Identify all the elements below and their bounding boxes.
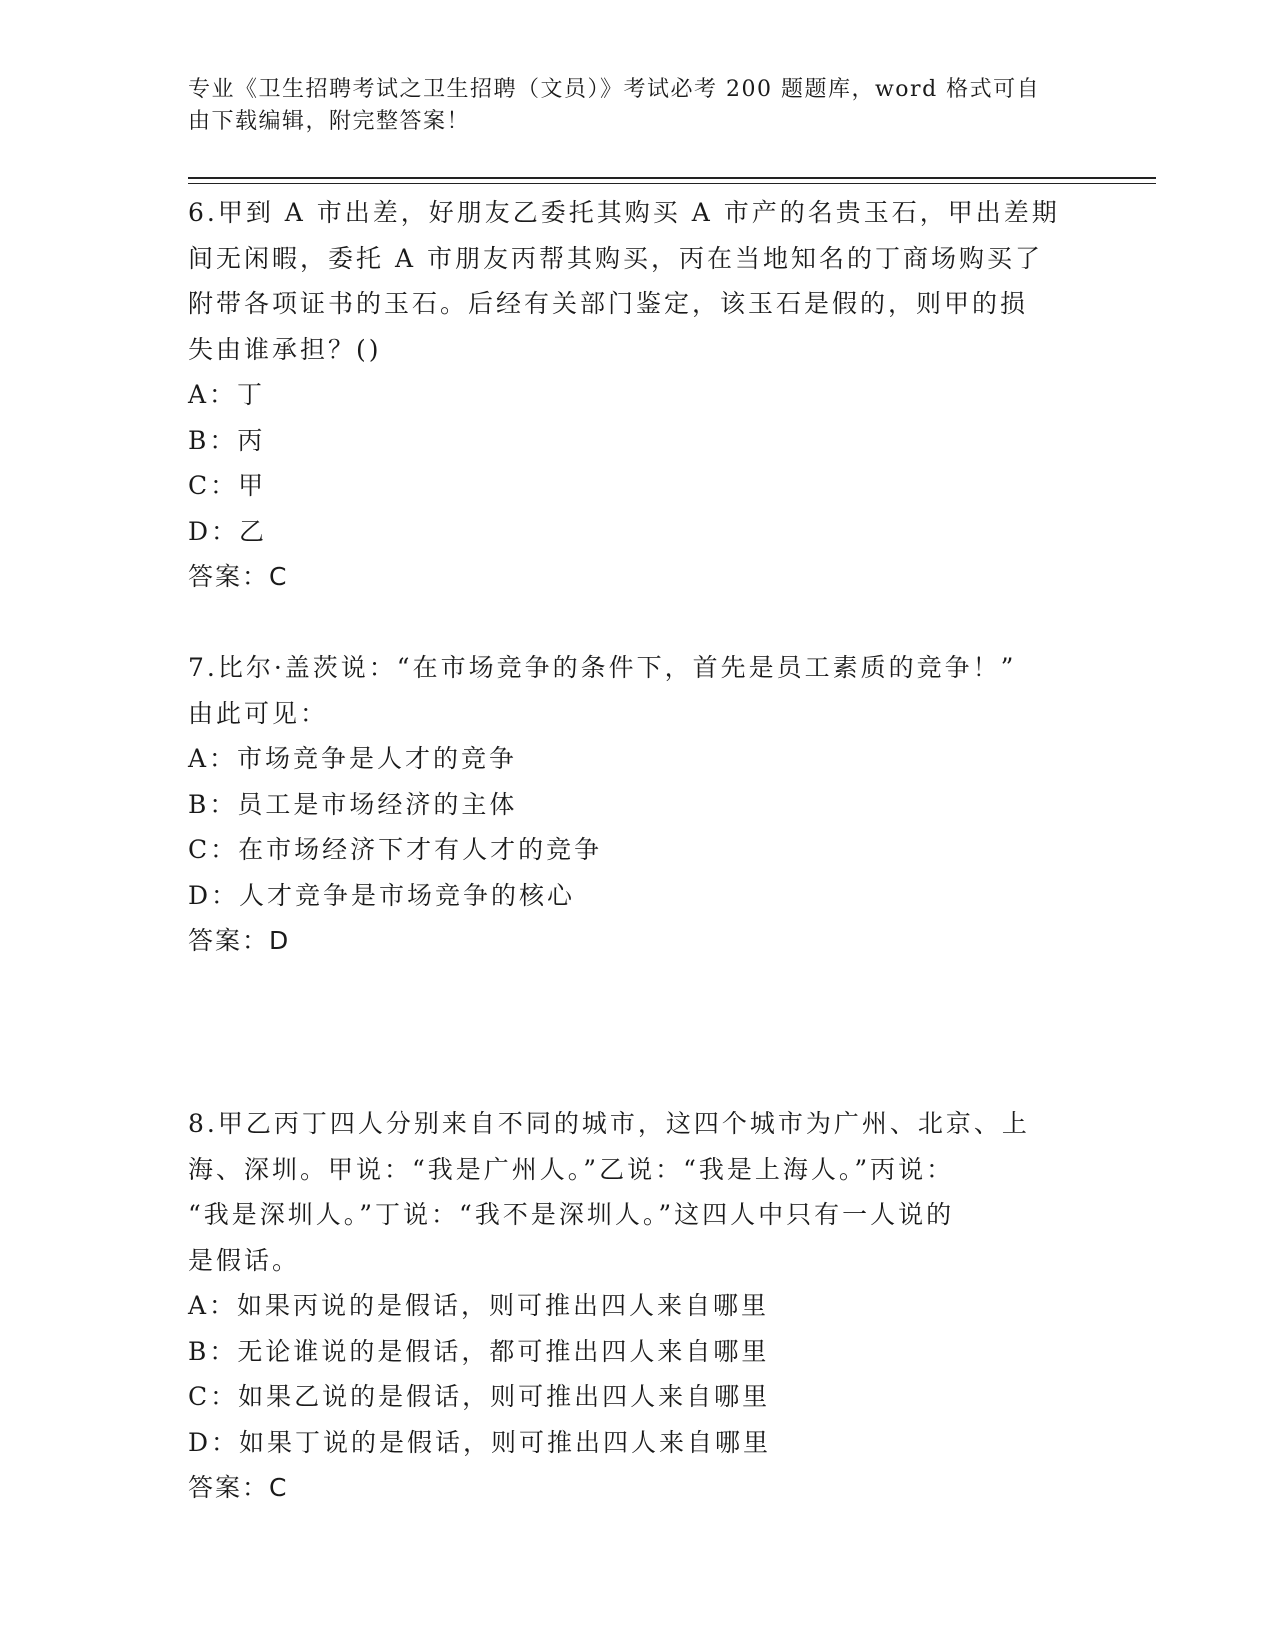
document-header: [188, 74, 1068, 138]
stem-line: 海、深圳。甲说：“我是广州人。”乙说：“我是上海人。”丙说：: [188, 1154, 955, 1184]
question-8: [188, 1101, 1068, 1511]
question-6: [188, 190, 1068, 600]
option-b: B：员工是市场经济的主体: [188, 789, 518, 819]
stem-line: 8.甲乙丙丁四人分别来自不同的城市，这四个城市为广州、北京、上: [188, 1109, 1030, 1138]
option-b: B：无论谁说的是假话，都可推出四人来自哪里: [188, 1336, 770, 1366]
question-stem: [188, 1101, 1068, 1283]
stem-line: 是假话。: [188, 1245, 301, 1275]
header-line-1: 专业《卫生招聘考试之卫生招聘（文员）》考试必考 200 题题库，word 格式可自: [188, 77, 1041, 102]
stem-line: 间无闲暇，委托 A 市朋友丙帮其购买，丙在当地知名的丁商场购买了: [188, 243, 1043, 273]
option-c: C：如果乙说的是假话，则可推出四人来自哪里: [188, 1382, 771, 1411]
answer-line: 答案：D: [188, 926, 291, 955]
option-a: A：市场竞争是人才的竞争: [188, 744, 518, 773]
question-7: [188, 645, 1068, 964]
question-stem: [188, 190, 1068, 372]
option-a: A：丁: [188, 380, 266, 409]
option-d: D：人才竞争是市场竞争的核心: [188, 880, 576, 910]
option-a: A：如果丙说的是假话，则可推出四人来自哪里: [188, 1291, 770, 1320]
answer-line: 答案：C: [188, 1473, 289, 1502]
stem-line: 由此可见：: [188, 698, 329, 728]
header-divider-thin: [188, 183, 1156, 184]
option-d: D：乙: [188, 516, 268, 546]
stem-line: 7.比尔·盖茨说：“在市场竞争的条件下，首先是员工素质的竞争！”: [188, 653, 1017, 682]
option-b: B：丙: [188, 425, 266, 455]
question-stem: [188, 645, 1068, 736]
option-c: C：在市场经济下才有人才的竞争: [188, 835, 603, 864]
stem-line: “我是深圳人。”丁说：“我不是深圳人。”这四人中只有一人说的: [188, 1200, 955, 1229]
stem-line: 附带各项证书的玉石。后经有关部门鉴定，该玉石是假的，则甲的损: [188, 289, 1029, 318]
header-line-2: 由下载编辑，附完整答案！: [188, 109, 471, 134]
option-c: C：甲: [188, 471, 267, 500]
stem-line: 6.甲到 A 市出差，好朋友乙委托其购买 A 市产的名贵玉石，甲出差期: [188, 198, 1060, 227]
option-d: D：如果丁说的是假话，则可推出四人来自哪里: [188, 1427, 772, 1457]
header-divider-thick: [188, 177, 1156, 179]
stem-line: 失由谁承担？(): [188, 334, 382, 364]
answer-line: 答案：C: [188, 562, 289, 591]
